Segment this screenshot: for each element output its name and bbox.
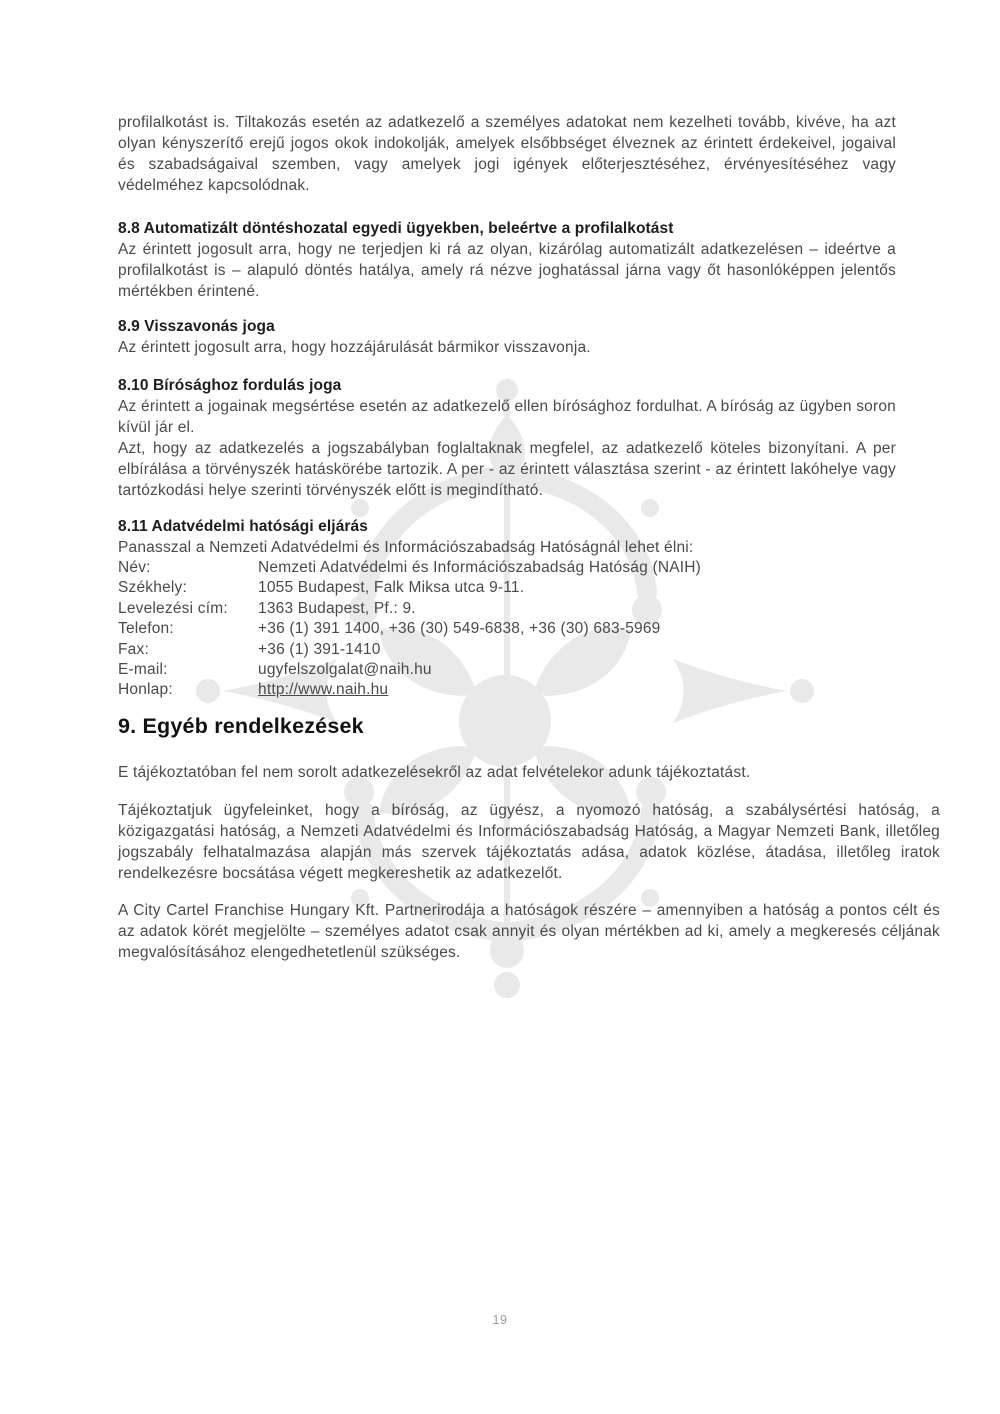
section-8-11-title: 8.11 Adatvédelmi hatósági eljárás [118,518,368,535]
contact-value: 1363 Budapest, Pf.: 9. [258,599,416,617]
contact-row-fax [118,640,940,660]
contact-label: E-mail: [118,661,168,679]
contact-label: Telefon: [118,620,174,638]
section-8-9 [118,316,940,358]
page-number: 19 [492,1313,508,1327]
section-8-11-intro: Panasszal a Nemzeti Adatvédelmi és Információszabadság Hatóságnál lehet élni: [118,539,694,556]
section-8-10-body-1: Az érintett a jogainak megsértése esetén az adatkezelő ellen bírósághoz fordulhat. A bíróság az ügyben soron kívül jár el. [118,398,896,436]
section-9-paragraph-3: A City Cartel Franchise Hungary Kft. Partnerirodája a hatóságok részére – amennyiben a hatóság a pontos célt és az adatok körét megjelölte – személyes adatot csak annyit és olyan mértékben ad ki, amely a megkeresés céljának megvalósításához elengedhetetlenül szükséges. [118,901,940,961]
authority-contact-list [118,558,940,701]
section-8-9-title: 8.9 Visszavonás joga [118,318,275,335]
section-8-8-title: 8.8 Automatizált döntéshozatal egyedi ügyekben, beleértve a profilalkotást [118,220,674,237]
contact-row-website [118,680,940,700]
section-8-10-title: 8.10 Bírósághoz fordulás joga [118,377,342,394]
section-8-8 [118,218,940,302]
contact-label: Honlap: [118,681,173,699]
contact-row-phone [118,619,940,639]
section-8-10 [118,375,940,501]
contact-row-mailing-address [118,599,940,619]
section-8-8-body: Az érintett jogosult arra, hogy ne terjedjen ki rá az olyan, kizárólag automatizált adatkezelésen – ideértve a profilalkotást is – alapuló döntés hatálya, amely rá nézve joghatással járna vagy őt hasonlóképpen jelentős mértékben érintené. [118,241,896,300]
document-body [118,0,940,963]
contact-value: Nemzeti Adatvédelmi és Információszabadság Hatóság (NAIH) [258,559,702,576]
section-8-11 [118,516,940,701]
section-8-9-body: Az érintett jogosult arra, hogy hozzájárulását bármikor visszavonja. [118,339,591,356]
naih-website-link[interactable]: http://www.naih.hu [258,681,389,699]
contact-label: Székhely: [118,579,187,597]
section-9-title: 9. Egyéb rendelkezések [118,713,364,738]
section-8-10-body-2: Azt, hogy az adatkezelés a jogszabályban foglaltaknak megfelel, az adatkezelő köteles bizonyítani. A per elbírálása a törvényszék hatáskörébe tartozik. A per - az érintett választása szerint - az érintett lakóhelye vagy tartózkodási helye szerinti törvényszék előtt is megindítható. [118,440,896,499]
intro-paragraph: profilalkotást is. Tiltakozás esetén az adatkezelő a személyes adatokat nem kezelheti tovább, kivéve, ha azt olyan kényszerítő erejű jogos okok indokolják, amelyek elsőbbséget élveznek az érintett érdekeivel, jogaival és szabadságaival szemben, vagy amelyek jogi igények előterjesztéséhez, érvényesítéséhez vagy védelméhez kapcsolódnak. [118,114,896,194]
contact-label: Fax: [118,640,149,658]
contact-row-email [118,660,940,680]
contact-value: +36 (1) 391 1400, +36 (30) 549-6838, +36 (30) 683-5969 [258,620,661,638]
contact-label: Levelezési cím: [118,599,228,617]
contact-value: +36 (1) 391-1410 [258,640,381,658]
contact-label: Név: [118,559,151,576]
contact-value: ugyfelszolgalat@naih.hu [258,661,432,679]
contact-row-address [118,578,940,598]
contact-value: 1055 Budapest, Falk Miksa utca 9-11. [258,579,525,597]
section-9-paragraph-1: E tájékoztatóban fel nem sorolt adatkezelésekről az adat felvételekor adunk tájékoztatást. [118,763,751,781]
contact-row-name [118,558,940,578]
section-9-paragraph-2: Tájékoztatjuk ügyfeleinket, hogy a bíróság, az ügyész, a nyomozó hatóság, a szabálysértési hatóság, a közigazgatási hatóság, a Nemzeti Adatvédelmi és Információszabadság Hatóság, a Magyar Nemzeti Bank, illetőleg jogszabály felhatalmazása alapján más szervek tájékoztatás adása, adatok közlése, átadása, illetőleg iratok rendelkezésre bocsátása végett megkereshetik az adatkezelőt. [118,801,940,882]
